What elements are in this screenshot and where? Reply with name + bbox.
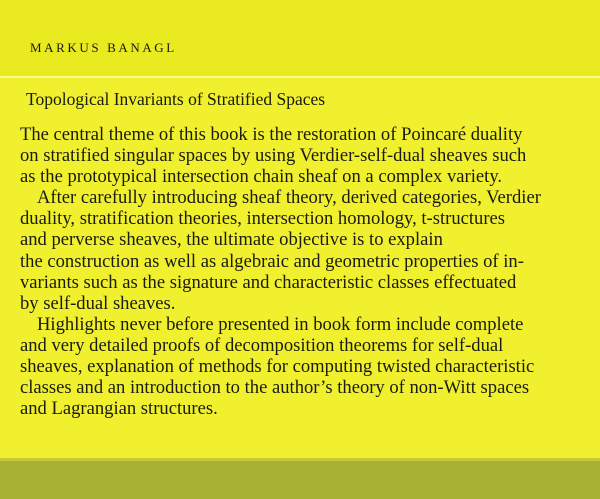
blurb-line: The central theme of this book is the restoration of Poincaré duality bbox=[20, 124, 523, 145]
book-title: Topological Invariants of Stratified Spaces bbox=[26, 89, 326, 109]
blurb-line: the construction as well as algebraic and geometric properties of in- bbox=[20, 250, 524, 272]
blurb-line: classes and an introduction to the author’s theory of non-Witt spaces bbox=[20, 377, 530, 399]
author-name: MARKUS BANAGL bbox=[30, 40, 177, 55]
blurb-line: Highlights never before presented in book form include complete bbox=[37, 313, 524, 335]
bottom-band bbox=[0, 458, 600, 499]
blurb-line: variants such as the signature and characteristic classes effectuated bbox=[20, 271, 517, 293]
author-band bbox=[0, 0, 600, 76]
blurb-line: by self-dual sheaves. bbox=[20, 292, 176, 314]
blurb-text bbox=[20, 124, 590, 419]
blurb-line: sheaves, explanation of methods for computing twisted characteristic bbox=[20, 356, 535, 378]
blurb-line: and perverse sheaves, the ultimate objective is to explain bbox=[20, 229, 443, 251]
blurb-line: and Lagrangian structures. bbox=[20, 398, 218, 420]
bottom-band-edge bbox=[0, 458, 600, 461]
blurb-line: duality, stratification theories, intersection homology, t-structures bbox=[20, 208, 506, 230]
blurb-line: After carefully introducing sheaf theory, derived categories, Verdier bbox=[37, 187, 541, 209]
blurb-line: on stratified singular spaces by using Verdier-self-dual sheaves such bbox=[20, 145, 527, 167]
blurb-line: and very detailed proofs of decomposition theorems for self-dual bbox=[20, 334, 504, 356]
blurb-line: as the prototypical intersection chain sheaf on a complex variety. bbox=[20, 166, 503, 188]
